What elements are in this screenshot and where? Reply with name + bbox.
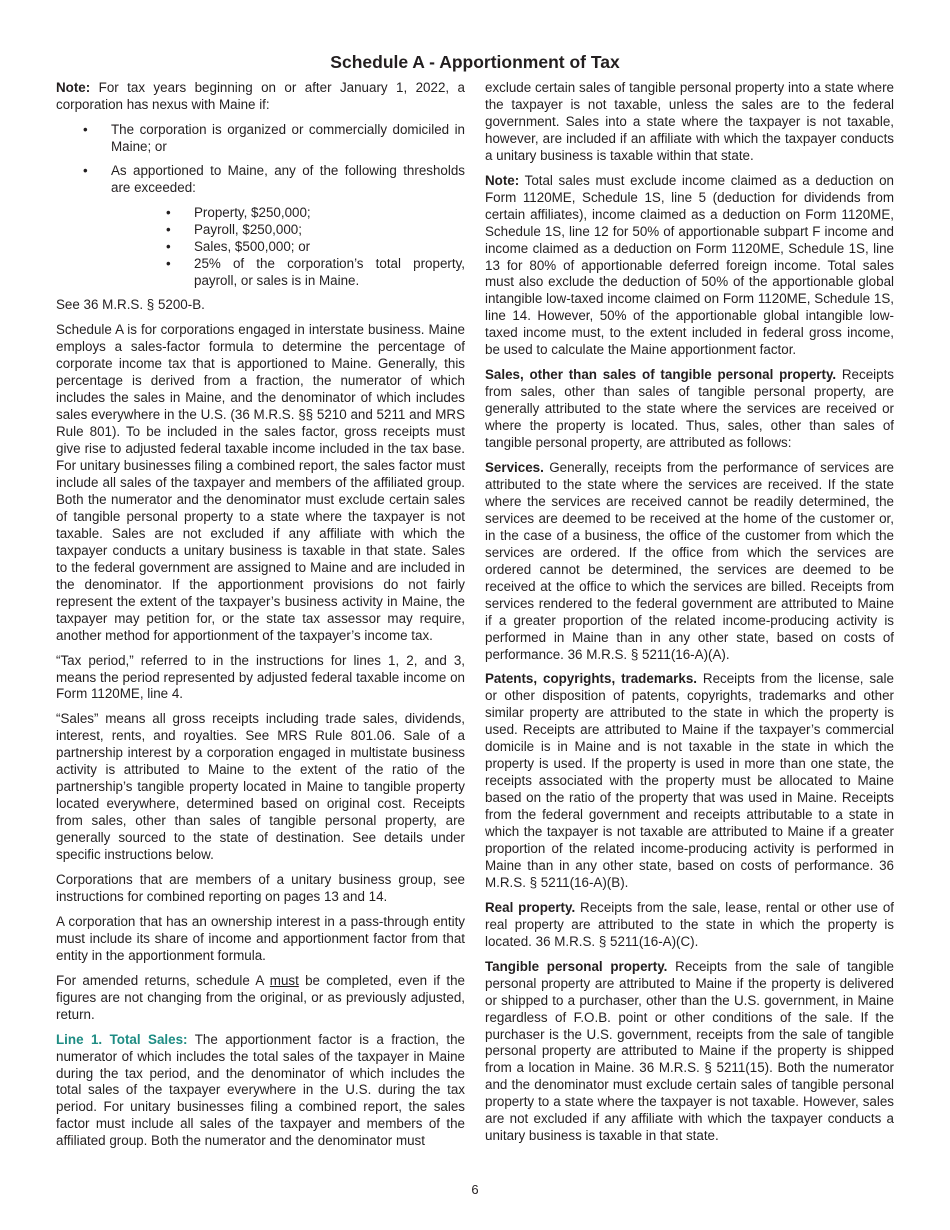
list-item: • Property, $250,000; (111, 205, 465, 222)
amended-text-start: For amended returns, schedule A (56, 972, 270, 988)
paragraph-tax-period: “Tax period,” referred to in the instructions for lines 1, 2, and 3, means the period represented by adjusted federal taxable income on Form 1120ME, line 4. (56, 652, 465, 702)
list-item-text: As apportioned to Maine, any of the following thresholds are exceeded: (111, 162, 465, 195)
list-item: • Payroll, $250,000; (111, 222, 465, 239)
nexus-note (56, 80, 465, 114)
section-text: Receipts from sales, other than sales of tangible personal property, are generally attributed to the state where the services are received or where the property is located. Thus, sales, other than sales of tangible personal property, are attributed as follows: (485, 367, 894, 451)
section-heading: Tangible personal property. (485, 958, 668, 974)
note-label: Note: (56, 80, 91, 95)
page-title: Schedule A - Apportionment of Tax (330, 52, 620, 72)
paragraph-continuation: exclude certain sales of tangible personal property into a state where the taxpayer is not taxable, unless the sales are to the federal government. Sales into a state where the taxpayer is not taxable, however, are included if an affiliate with which the taxpayer conducts a unitary business is taxable within that state. (485, 80, 894, 163)
tangible-property-section (485, 959, 894, 1145)
section-heading: Services. (485, 460, 544, 476)
services-section (485, 460, 894, 663)
section-heading: Sales, other than sales of tangible personal property. (485, 367, 837, 383)
section-text: Receipts from the sale, lease, rental or other use of real property are attributed to the state in which the property is located. 36 M.R.S. § 5211(16-A)(C). (485, 899, 894, 949)
section-text: Receipts from the sale of tangible personal property are attributed to Maine if the property is delivered or shipped to a purchaser, other than the U.S. government, in Maine regardless of F.O.B. point or other conditions of the sale. If the purchaser is the U.S. government, receipts from the sale of tangible personal property are attributed to Maine if the property is shipped from a location in Maine. 36 M.R.S. § 5211(15). Both the numerator and the denominator must exclude certain sales of tangible personal property to a state where the taxpayer is not taxable. However, sales are not excluded if any affiliate with which the taxpayer conducts a unitary business is taxable in that state. (485, 958, 894, 1144)
note-label: Note: (485, 172, 520, 188)
statute-reference: See 36 M.R.S. § 5200-B. (56, 297, 205, 313)
line1-heading: Line 1. Total Sales: (56, 1031, 188, 1047)
paragraph-sales-definition: “Sales” means all gross receipts including trade sales, dividends, interest, rents, and royalties. See MRS Rule 801.06. Sale of a partnership interest by a corporation engaged in multistate business activity is attributed to Maine to the extent of the ratio of the partnership’s tangible property located in Maine to tangible property located everywhere, determined based on original cost. Receipts from sales, other than sales of tangible personal property, are generally sourced to the state of destination. See details under specific instructions below. (56, 711, 465, 863)
note-text: For tax years beginning on or after January 1, 2022, a corporation has nexus with Maine if: (56, 80, 465, 112)
list-item: • The corporation is organized or commercially domiciled in Maine; or (56, 122, 465, 156)
list-item: • 25% of the corporation’s total property, payroll, or sales is in Maine. (111, 256, 465, 290)
list-item (56, 163, 465, 290)
must-emphasis: must (269, 972, 299, 988)
paragraph-schedule-a: Schedule A is for corporations engaged in interstate business. Maine employs a sales-factor formula to determine the percentage of corporate income tax that is apportioned to Maine. Generally, this percentage is derived from a fraction, the numerator of which includes the sales in Maine, and the denominator of which includes sales everywhere in the U.S. (36 M.R.S. §§ 5210 and 5211 and MRS Rule 801). To be included in the sales factor, gross receipts must give rise to adjusted federal taxable income included in the tax base. For unitary businesses filing a combined report, the sales factor must include all sales of the taxpayer and members of the affiliated group. Both the numerator and the denominator must exclude certain sales of tangible personal property to a state where the taxpayer is not taxable. Sales are not excluded if any affiliate with which the taxpayer conducts a unitary business is taxable in that state. Sales to the federal government are assigned to Maine and are included in the denominator. If the apportionment provisions do not fairly represent the extent of the taxpayer’s business activity in Maine, the taxpayer may petition for, or the state tax assessor may require, another method for apportionment of the taxpayer’s income tax. (56, 322, 465, 643)
paragraph-unitary: Corporations that are members of a unitary business group, see instructions for combined reporting on pages 13 and 14. (56, 871, 465, 904)
sales-other-than-tangible (485, 367, 894, 452)
page-number: 6 (471, 1182, 479, 1197)
nexus-conditions-list (56, 122, 465, 290)
list-item: • Sales, $500,000; or (111, 239, 465, 256)
right-column (485, 80, 894, 1153)
section-heading: Patents, copyrights, trademarks. (485, 671, 697, 687)
paragraph-pass-through: A corporation that has an ownership interest in a pass-through entity must include its share of income and apportionment factor from that entity in the apportionment formula. (56, 913, 465, 963)
amended-text-end: be completed, even if the figures are not changing from the original, or as previously adjusted, return. (56, 972, 465, 1022)
left-column (56, 80, 465, 1158)
paragraph-amended-returns (56, 973, 465, 1024)
real-property-section (485, 900, 894, 951)
patents-section (485, 671, 894, 891)
note-text: Total sales must exclude income claimed as a deduction on Form 1120ME, Schedule 1S, line 5 (deduction for dividends from certain affiliates), income claimed as a deduction on Form 1120ME, Schedule 1S, line 12 for 50% of apportionable subpart F income and income claimed as a deduction on Form 1120ME, Schedule 1S, line 13 for 80% of apportionable deferred foreign income. Total sales must also exclude the deduction of 50% of the apportionable global intangible low-taxed income claimed on Form 1120ME, Schedule 1S, line 14. However, 50% of the apportionable global intangible low-taxed income must, to the extent included in federal gross income, be used to calculate the Maine apportionment factor. (485, 172, 894, 358)
section-text: Receipts from the license, sale or other disposition of patents, copyrights, trademarks and other similar property are attributed to the state in which the property is used. Receipts are attributed to Maine if the taxpayer’s commercial domicile is in Maine and is not taxable in the state in which the property is used. If the property is used in more than one state, the receipts associated with the property must be allocated to Maine based on the ratio of the property that was used in Maine. Receipts from the federal government and receipts attributable to a state in which the taxpayer is not taxable are attributed to Maine if a greater proportion of the related income-producing activity is performed in Maine than in any other state, based on costs of performance. 36 M.R.S. § 5211(16-A)(B). (485, 671, 894, 890)
thresholds-list (111, 205, 465, 290)
line1-text: The apportionment factor is a fraction, the numerator of which includes the total sales of the taxpayer in Maine during the tax period, and the denominator of which includes the total sales of the taxpayer everywhere in the U.S. during the tax period. For unitary businesses filing a combined report, the sales factor must include all sales of the taxpayer and members of the affiliated group. Both the numerator and the denominator must (56, 1031, 465, 1149)
section-text: Generally, receipts from the performance of services are attributed to the state where the services are received. If the state where the services are received cannot be readily determined, the services are deemed to be received at the home of the customer or, in the case of a business, the office of the customer from which the services are ordered. If the office from which the services are ordered cannot be determined, the services are deemed to be received at the office to which the services are billed. Receipts from services rendered to the federal government are attributed to Maine if a greater proportion of the related income-producing activity is performed in Maine than in any other state, based on costs of performance. 36 M.R.S. § 5211(16-A)(A). (485, 460, 894, 662)
line1-total-sales (56, 1032, 465, 1151)
section-heading: Real property. (485, 899, 576, 915)
total-sales-note (485, 173, 894, 359)
